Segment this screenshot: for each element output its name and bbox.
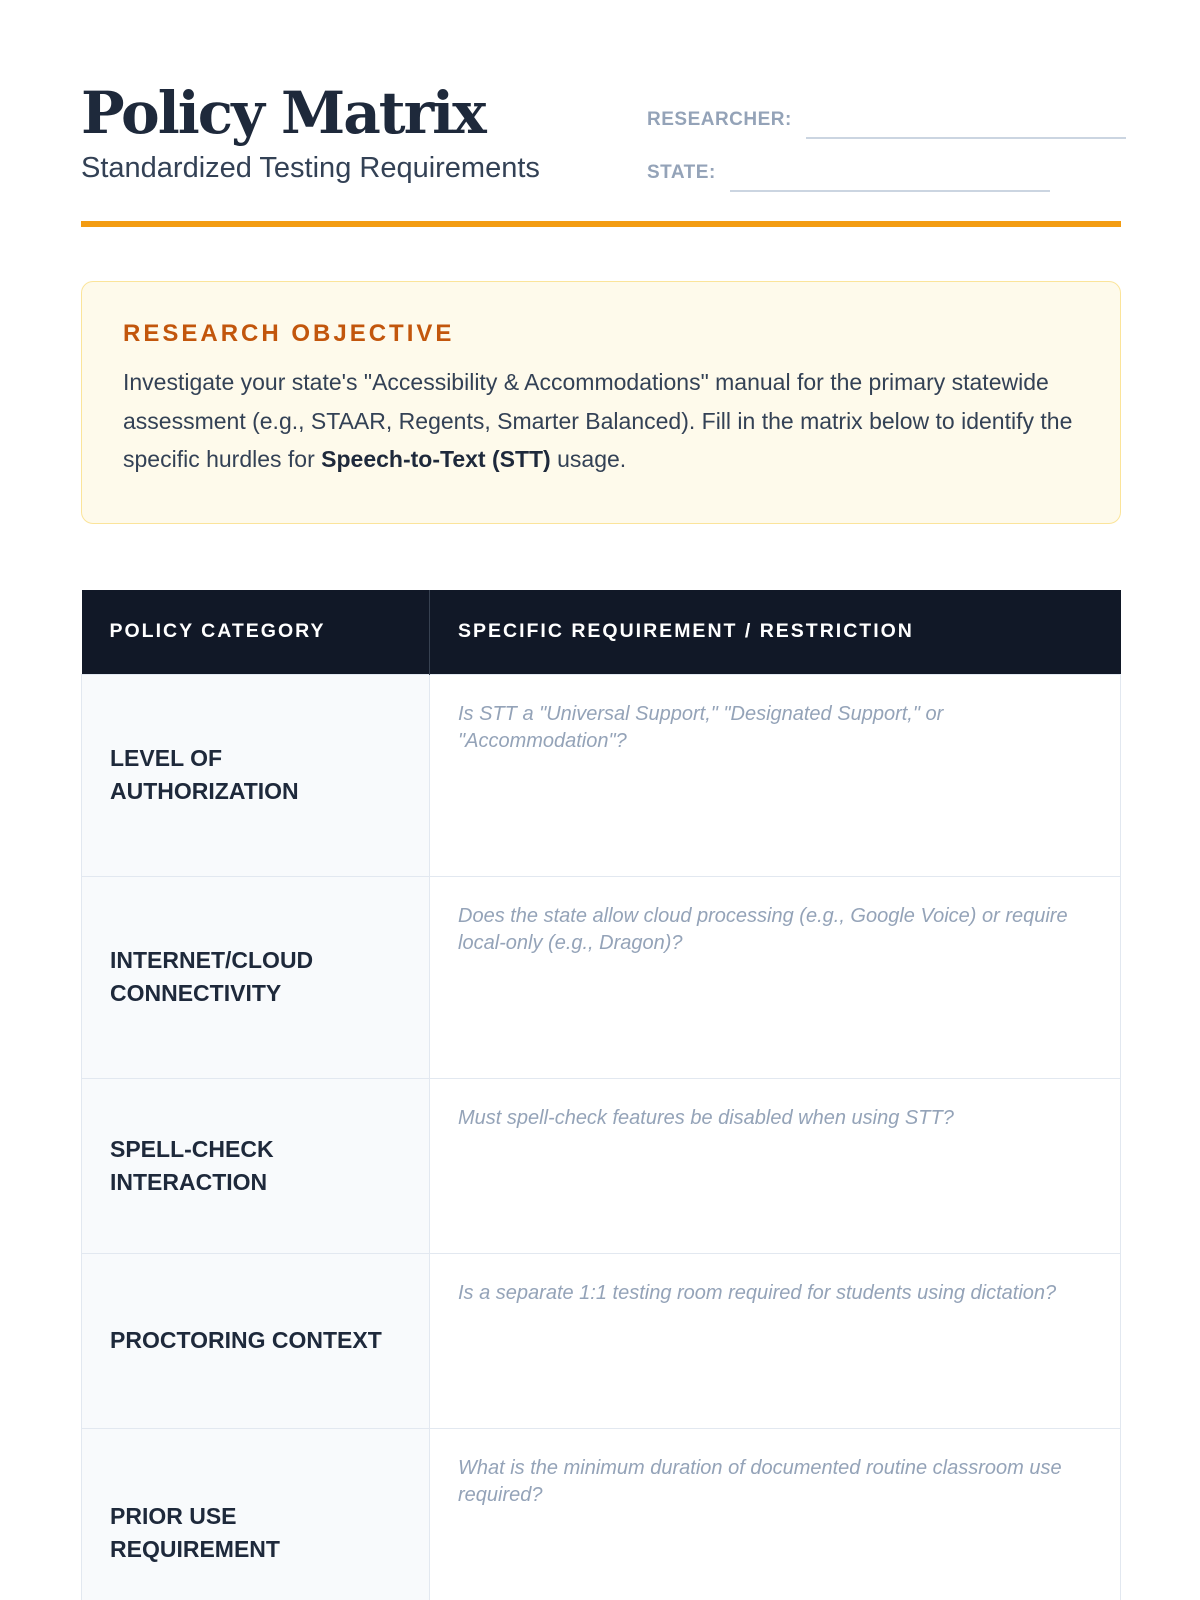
row-category: LEVEL OF AUTHORIZATION [82,674,430,876]
row-category: SPELL-CHECK INTERACTION [82,1078,430,1253]
row-requirement-cell[interactable]: Must spell-check features be disabled when using STT? [430,1078,1121,1253]
row-requirement-cell[interactable]: Is STT a "Universal Support," "Designated Support," or "Accommodation"? [430,674,1121,876]
researcher-field [647,110,1126,129]
objective-text-emphasis: Speech-to-Text (STT) [321,446,551,472]
table-row [82,876,1121,1078]
table-row [82,674,1121,876]
page-header [81,0,1121,227]
research-objective-box [81,281,1121,524]
researcher-label: RESEARCHER: [647,109,792,130]
objective-text-end: usage. [550,446,627,472]
row-category: PROCTORING CONTEXT [82,1253,430,1428]
table-row [82,1253,1121,1428]
column-header-requirement: SPECIFIC REQUIREMENT / RESTRICTION [430,590,1121,674]
page-subtitle: Standardized Testing Requirements [81,152,540,184]
researcher-input-line[interactable] [806,137,1126,139]
objective-heading: RESEARCH OBJECTIVE [123,320,455,347]
row-category: INTERNET/CLOUD CONNECTIVITY [82,876,430,1078]
policy-matrix-page [81,0,1121,1562]
state-input-line[interactable] [730,190,1050,192]
row-requirement-cell[interactable]: Is a separate 1:1 testing room required for students using dictation? [430,1253,1121,1428]
table-row [82,1078,1121,1253]
policy-matrix-table [81,590,1121,1600]
state-field [647,163,1050,182]
state-label: STATE: [647,162,716,183]
row-requirement-cell[interactable]: Does the state allow cloud processing (e.g., Google Voice) or require local-only (e.g., Dragon)? [430,876,1121,1078]
row-category: PRIOR USE REQUIREMENT [82,1428,430,1600]
table-header-row [82,590,1121,674]
table-row [82,1428,1121,1600]
page-title: Policy Matrix [81,79,485,147]
row-requirement-cell[interactable]: What is the minimum duration of documented routine classroom use required? [430,1428,1121,1600]
column-header-category: POLICY CATEGORY [82,590,430,674]
objective-text [123,363,1079,479]
objective-text-start: Investigate your state's "Accessibility & Accommodations" manual for the primary statewide assessment (e.g., STAAR, Regents, Smarter Balanced). Fill in the matrix below to identify the specific hurdles for [123,369,1073,472]
